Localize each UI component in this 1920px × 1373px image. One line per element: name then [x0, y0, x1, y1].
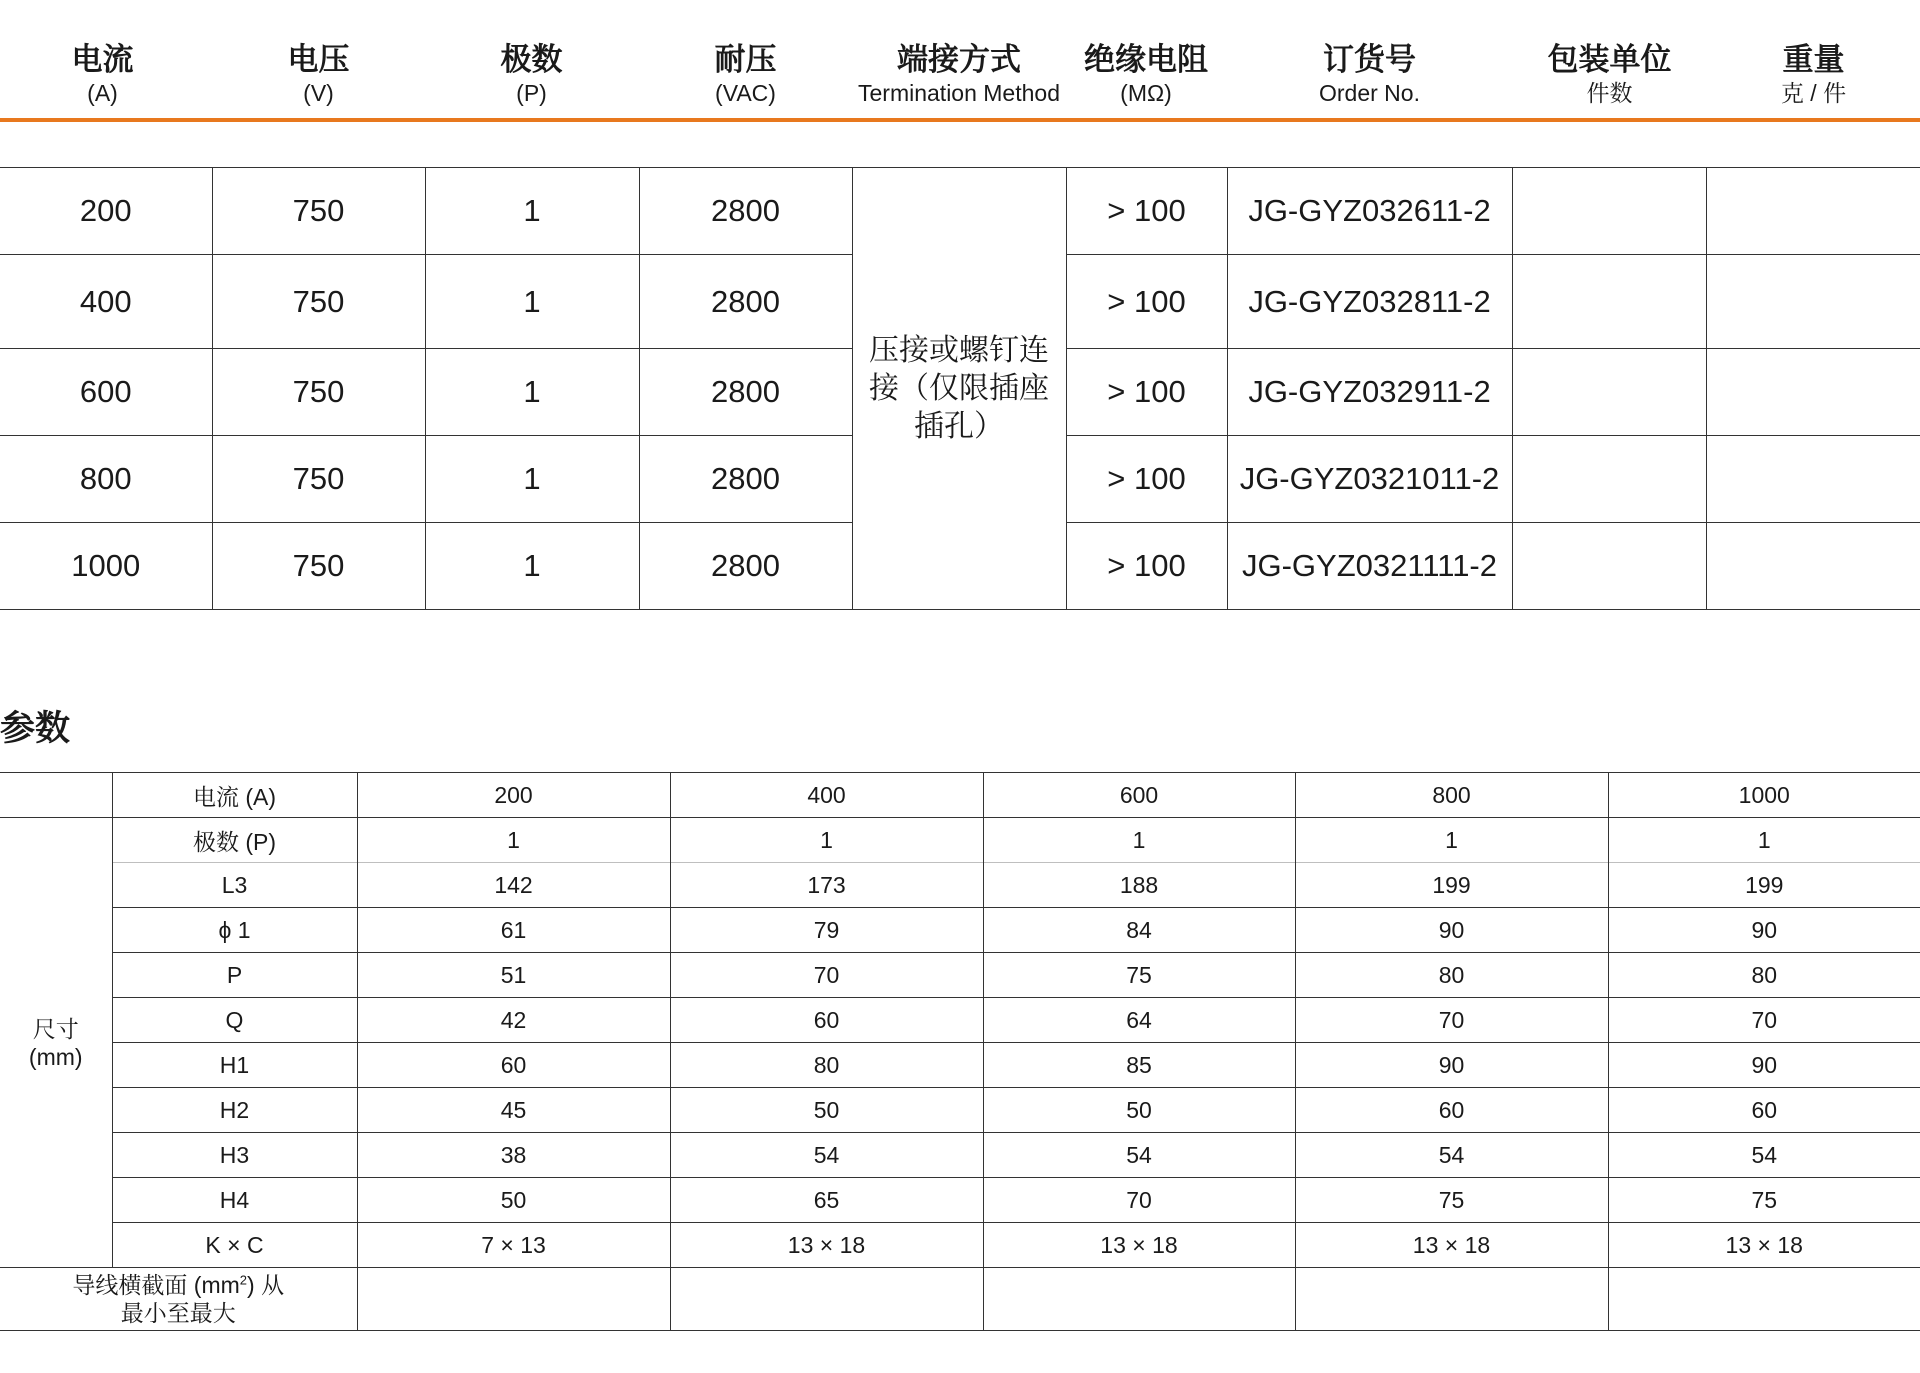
dimension-value-cell: 75	[1295, 1178, 1608, 1223]
table-row	[0, 818, 1920, 863]
dimension-value-cell: 13 × 18	[670, 1223, 983, 1268]
withstand-cell: 2800	[639, 168, 852, 255]
header-order-no-en: Order No.	[1319, 80, 1420, 106]
spec-table	[0, 167, 1920, 610]
wire-value-cell	[983, 1268, 1295, 1331]
withstand-cell: 2800	[639, 523, 852, 610]
dimension-value-cell: 84	[983, 908, 1295, 953]
header-weight-zh: 重量	[1782, 42, 1845, 77]
dimension-value-cell: 13 × 18	[983, 1223, 1295, 1268]
wire-label-superscript: 2	[239, 1272, 248, 1288]
header-termination	[852, 40, 1066, 106]
table-row	[0, 953, 1920, 998]
wire-label-text-b: ) 从	[247, 1272, 285, 1298]
dimension-row-label: Q	[112, 998, 357, 1043]
insulation-cell: > 100	[1066, 255, 1227, 349]
dimension-row-label: H2	[112, 1088, 357, 1133]
dimension-value-cell: 51	[357, 953, 670, 998]
dimension-group-label-line2: (mm)	[28, 1043, 83, 1070]
dimension-value-cell: 60	[357, 1043, 670, 1088]
dimension-value-cell: 70	[983, 1178, 1295, 1223]
dimension-value-cell: 64	[983, 998, 1295, 1043]
dimension-value-cell: 90	[1608, 908, 1920, 953]
dimension-row-label: P	[112, 953, 357, 998]
dimension-value-cell: 1	[1608, 818, 1920, 863]
voltage-cell: 750	[212, 168, 425, 255]
wire-value-cell	[357, 1268, 670, 1331]
header-insulation-unit: (MΩ)	[1120, 80, 1172, 106]
dimension-value-cell: 75	[1608, 1178, 1920, 1223]
dimension-table	[0, 772, 1920, 1331]
dimension-value-cell: 60	[1295, 1088, 1608, 1133]
dimension-corner-cell	[0, 773, 112, 818]
dimension-value-cell: 188	[983, 863, 1295, 908]
withstand-cell: 2800	[639, 349, 852, 436]
header-current-zh: 电流	[71, 42, 134, 77]
insulation-cell: > 100	[1066, 523, 1227, 610]
dimension-row-label: 电流 (A)	[112, 773, 357, 818]
header-pack-unit-sub: 件数	[1586, 80, 1633, 106]
header-poles-zh: 极数	[500, 42, 563, 77]
order-no-cell: JG-GYZ0321111-2	[1227, 523, 1512, 610]
dimension-value-cell: 90	[1608, 1043, 1920, 1088]
dimension-value-cell: 54	[670, 1133, 983, 1178]
dimension-value-cell: 90	[1295, 1043, 1608, 1088]
current-cell: 800	[0, 436, 212, 523]
dimension-row-label: H1	[112, 1043, 357, 1088]
dimension-value-cell: 54	[1608, 1133, 1920, 1178]
insulation-cell: > 100	[1066, 436, 1227, 523]
table-row	[0, 1178, 1920, 1223]
dimension-value-cell: 79	[670, 908, 983, 953]
order-no-cell: JG-GYZ0321011-2	[1227, 436, 1512, 523]
dimension-value-cell: 70	[670, 953, 983, 998]
wire-value-cell	[1608, 1268, 1920, 1331]
dimension-value-cell: 54	[983, 1133, 1295, 1178]
dimension-row-label: H3	[112, 1133, 357, 1178]
dimension-value-cell: 173	[670, 863, 983, 908]
header-poles	[425, 40, 638, 106]
wire-label-text-a: 导线横截面 (mm	[72, 1272, 240, 1298]
dimension-value-cell: 75	[983, 953, 1295, 998]
withstand-cell: 2800	[639, 436, 852, 523]
poles-cell: 1	[425, 255, 639, 349]
dimension-value-cell: 199	[1608, 863, 1920, 908]
header-termination-zh: 端接方式	[897, 42, 1021, 77]
weight-cell	[1706, 349, 1920, 436]
dimension-value-cell: 13 × 18	[1295, 1223, 1608, 1268]
poles-cell: 1	[425, 168, 639, 255]
dimension-value-cell: 80	[1295, 953, 1608, 998]
order-no-cell: JG-GYZ032911-2	[1227, 349, 1512, 436]
table-row	[0, 1133, 1920, 1178]
header-pack-unit	[1512, 40, 1707, 106]
dimension-value-cell: 54	[1295, 1133, 1608, 1178]
header-voltage	[212, 40, 425, 106]
dimension-value-cell: 7 × 13	[357, 1223, 670, 1268]
pack-unit-cell	[1512, 436, 1706, 523]
dimension-value-cell: 70	[1295, 998, 1608, 1043]
header-insulation	[1066, 40, 1226, 106]
weight-cell	[1706, 168, 1920, 255]
dimension-value-cell: 60	[670, 998, 983, 1043]
header-current	[0, 40, 205, 106]
current-cell: 400	[0, 255, 212, 349]
dimension-value-cell: 1	[357, 818, 670, 863]
dimension-value-cell: 38	[357, 1133, 670, 1178]
dimension-value-cell: 1	[670, 818, 983, 863]
dimension-value-cell: 80	[1608, 953, 1920, 998]
dimension-value-cell: 200	[357, 773, 670, 818]
header-poles-unit: (P)	[516, 80, 547, 106]
table-row	[0, 1268, 1920, 1331]
order-no-cell: JG-GYZ032811-2	[1227, 255, 1512, 349]
dimension-value-cell: 1	[983, 818, 1295, 863]
current-cell: 600	[0, 349, 212, 436]
header-withstand-zh: 耐压	[714, 42, 777, 77]
dimension-row-label: K × C	[112, 1223, 357, 1268]
wire-value-cell	[1295, 1268, 1608, 1331]
wire-cross-section-label	[0, 1268, 357, 1331]
dimension-value-cell: 61	[357, 908, 670, 953]
dimension-value-cell: 50	[357, 1178, 670, 1223]
voltage-cell: 750	[212, 436, 425, 523]
table-row	[0, 998, 1920, 1043]
poles-cell: 1	[425, 436, 639, 523]
dimension-value-cell: 90	[1295, 908, 1608, 953]
wire-label-line1	[0, 1271, 357, 1299]
order-no-cell: JG-GYZ032611-2	[1227, 168, 1512, 255]
dimension-value-cell: 50	[983, 1088, 1295, 1133]
dimension-value-cell: 60	[1608, 1088, 1920, 1133]
poles-cell: 1	[425, 523, 639, 610]
dimension-row-label: ϕ 1	[112, 908, 357, 953]
header-current-unit: (A)	[87, 80, 118, 106]
dimension-value-cell: 400	[670, 773, 983, 818]
weight-cell	[1706, 523, 1920, 610]
dimension-value-cell: 142	[357, 863, 670, 908]
table-row	[0, 1223, 1920, 1268]
pack-unit-cell	[1512, 255, 1706, 349]
dimension-value-cell: 42	[357, 998, 670, 1043]
current-cell: 200	[0, 168, 212, 255]
dimension-row-label: 极数 (P)	[112, 818, 357, 863]
header-withstand-unit: (VAC)	[715, 80, 776, 106]
header-withstand	[639, 40, 852, 106]
voltage-cell: 750	[212, 255, 425, 349]
header-weight	[1707, 40, 1920, 106]
withstand-cell: 2800	[639, 255, 852, 349]
weight-cell	[1706, 436, 1920, 523]
current-cell: 1000	[0, 523, 212, 610]
table-row	[0, 168, 1920, 255]
table-row	[0, 863, 1920, 908]
header-pack-unit-zh: 包装单位	[1547, 42, 1672, 77]
spec-table-header	[0, 40, 1920, 118]
dimension-value-cell: 13 × 18	[1608, 1223, 1920, 1268]
header-order-no-zh: 订货号	[1323, 42, 1416, 77]
header-termination-en: Termination Method	[858, 80, 1060, 106]
dimension-table-body	[0, 773, 1920, 1331]
dimension-value-cell: 70	[1608, 998, 1920, 1043]
dimension-group-label-line1: 尺寸	[32, 1015, 79, 1042]
dimension-row-label: L3	[112, 863, 357, 908]
table-row	[0, 1043, 1920, 1088]
dimension-value-cell: 600	[983, 773, 1295, 818]
table-row	[0, 908, 1920, 953]
header-insulation-zh: 绝缘电阻	[1084, 42, 1208, 77]
dimension-row-label: H4	[112, 1178, 357, 1223]
dimension-value-cell: 1	[1295, 818, 1608, 863]
insulation-cell: > 100	[1066, 349, 1227, 436]
dimension-value-cell: 800	[1295, 773, 1608, 818]
header-order-no	[1227, 40, 1512, 106]
dimension-value-cell: 1000	[1608, 773, 1920, 818]
wire-value-cell	[670, 1268, 983, 1331]
voltage-cell: 750	[212, 523, 425, 610]
termination-cell: 压接或螺钉连接（仅限插座插孔）	[852, 168, 1066, 610]
dimension-value-cell: 80	[670, 1043, 983, 1088]
pack-unit-cell	[1512, 523, 1706, 610]
dimension-value-cell: 199	[1295, 863, 1608, 908]
wire-label-line2: 最小至最大	[120, 1300, 236, 1326]
dimension-value-cell: 45	[357, 1088, 670, 1133]
table-row	[0, 1088, 1920, 1133]
dimension-value-cell: 50	[670, 1088, 983, 1133]
dimension-value-cell: 85	[983, 1043, 1295, 1088]
header-weight-unit: 克 / 件	[1780, 80, 1847, 106]
insulation-cell: > 100	[1066, 168, 1227, 255]
dimension-group-label	[0, 818, 112, 1268]
pack-unit-cell	[1512, 168, 1706, 255]
header-divider	[0, 118, 1920, 122]
dimension-value-cell: 65	[670, 1178, 983, 1223]
pack-unit-cell	[1512, 349, 1706, 436]
header-voltage-unit: (V)	[303, 80, 334, 106]
table-row	[0, 773, 1920, 818]
voltage-cell: 750	[212, 349, 425, 436]
poles-cell: 1	[425, 349, 639, 436]
section-title: 参数	[0, 709, 71, 748]
weight-cell	[1706, 255, 1920, 349]
header-voltage-zh: 电压	[287, 42, 350, 77]
